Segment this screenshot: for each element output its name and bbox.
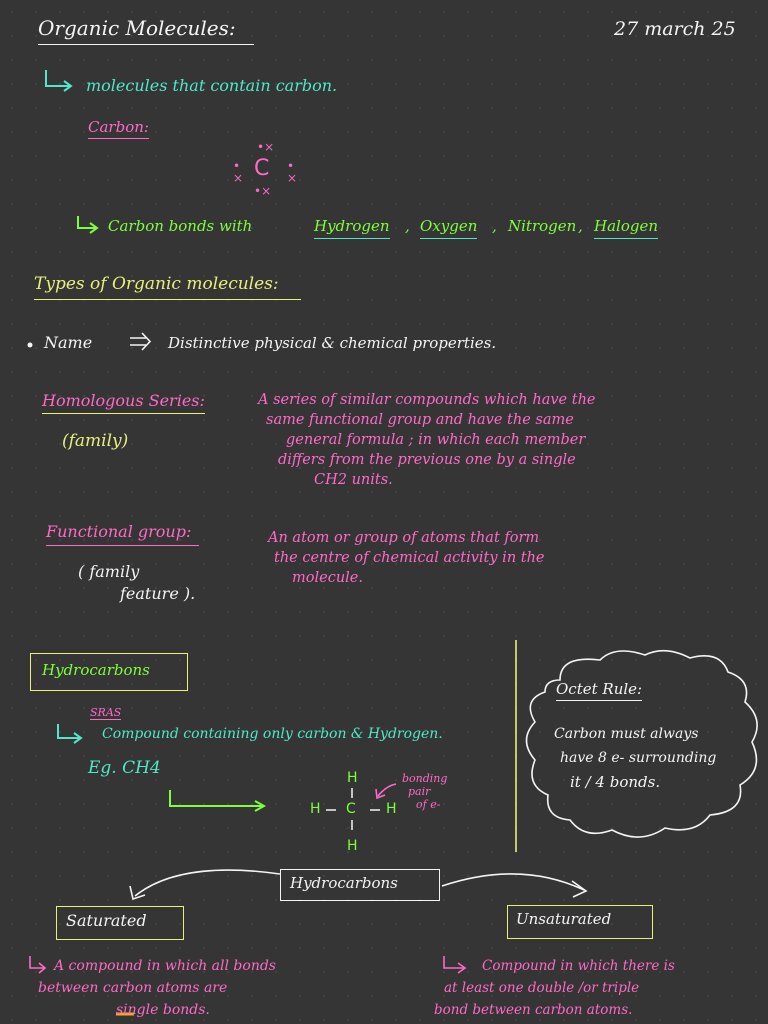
unsaturated-label: Unsaturated bbox=[516, 910, 612, 928]
functional-sub-1: ( family bbox=[78, 562, 140, 581]
page-title: Organic Molecules: bbox=[38, 16, 254, 45]
functional-sub-2: feature ). bbox=[120, 584, 196, 603]
carbon-bonds-label: Carbon bonds with bbox=[108, 217, 253, 235]
hydrocarbons-box-label: Hydrocarbons bbox=[42, 661, 150, 679]
element-nitrogen: Nitrogen bbox=[508, 217, 577, 235]
carbon-symbol: C bbox=[254, 156, 270, 181]
name-description: Distinctive physical & chemical properties. bbox=[168, 334, 497, 352]
date-label: 27 march 25 bbox=[614, 18, 736, 40]
bonding-note: bonding pair of e- bbox=[402, 772, 448, 811]
homologous-definition: A series of similar compounds which have the same functional group and have the same general formula ; in which each member differs from the previous one by a single CH2 units. bbox=[258, 392, 596, 488]
definition-text: molecules that contain carbon. bbox=[86, 76, 338, 95]
name-label: Name bbox=[44, 333, 93, 352]
element-halogen: Halogen bbox=[594, 217, 658, 239]
hydrocarbons-definition: Compound containing only carbon & Hydrogen. bbox=[102, 726, 443, 742]
functional-definition: An atom or group of atoms that form the centre of chemical activity in the molecule. bbox=[268, 530, 545, 586]
implies-arrow-icon bbox=[130, 338, 146, 345]
arrow-icon bbox=[378, 784, 396, 796]
octet-text: Carbon must always have 8 e- surrounding it / 4 bonds. bbox=[554, 726, 717, 791]
hydrocarbons-small-label: SRAS bbox=[90, 706, 122, 719]
octet-title: Octet Rule: bbox=[556, 680, 642, 701]
unsaturated-definition: Compound in which there is at least one double /or triple bond between carbon atoms. bbox=[434, 958, 675, 1018]
arrow-icon bbox=[442, 874, 584, 890]
hydrocarbons-tree-label: Hydrocarbons bbox=[290, 874, 398, 892]
element-hydrogen: Hydrogen bbox=[314, 217, 390, 239]
types-heading: Types of Organic molecules: bbox=[34, 274, 301, 300]
saturated-definition: A compound in which all bonds between carbon atoms are single bonds. bbox=[38, 958, 276, 1018]
bullet-icon bbox=[28, 343, 33, 348]
element-oxygen: Oxygen bbox=[420, 217, 477, 239]
arrow-icon bbox=[170, 790, 262, 806]
homologous-term: Homologous Series: bbox=[42, 391, 205, 414]
hook-arrow-icon bbox=[444, 956, 464, 968]
carbon-label: Carbon: bbox=[88, 118, 149, 139]
arrow-icon bbox=[135, 870, 280, 896]
homologous-sub: (family) bbox=[62, 431, 129, 451]
example-ch4: Eg. CH4 bbox=[88, 758, 161, 778]
functional-term: Functional group: bbox=[46, 522, 199, 546]
saturated-label: Saturated bbox=[66, 911, 147, 930]
